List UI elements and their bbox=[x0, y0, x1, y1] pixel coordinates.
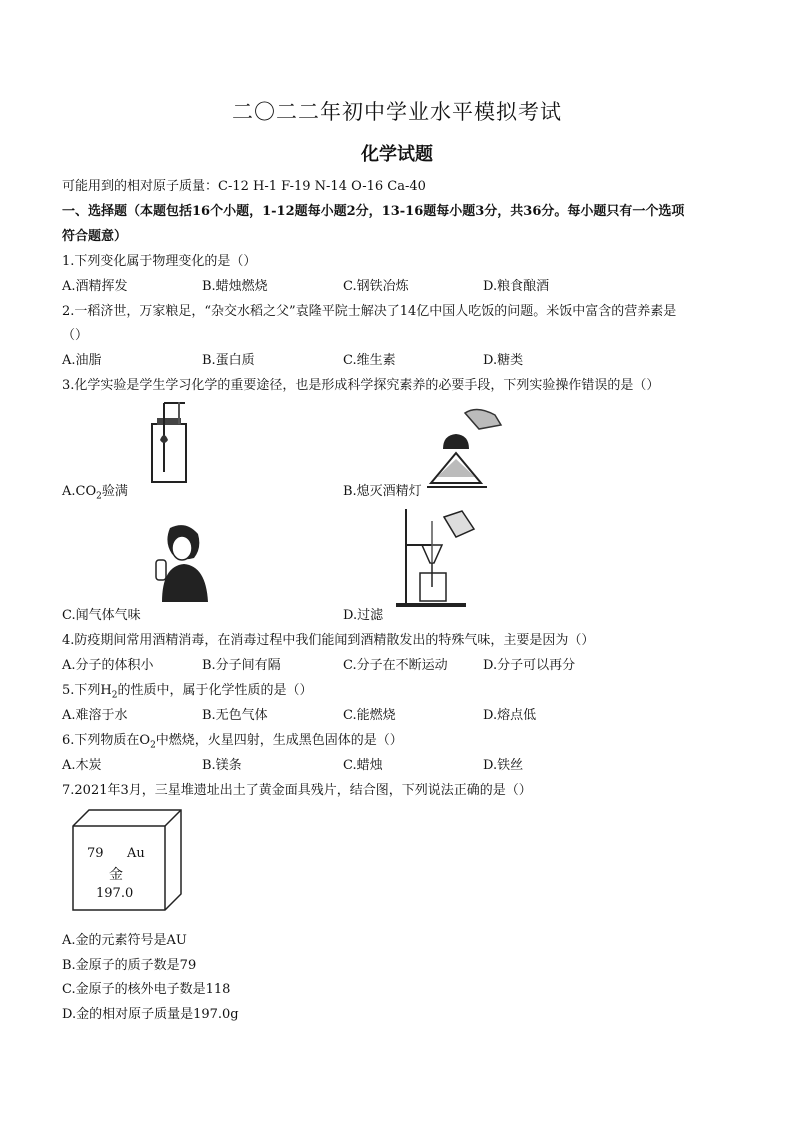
q5-option-b[interactable]: B.无色气体 bbox=[202, 708, 268, 723]
q5-stem: 5.下列$H_2$的性质中，属于化学性质的是（） bbox=[62, 683, 313, 701]
q6-option-b[interactable]: B.镁条 bbox=[202, 758, 242, 773]
atomic-number: 79 bbox=[87, 846, 104, 861]
q7-option-c[interactable]: C.金原子的核外电子数是118 bbox=[62, 982, 231, 997]
bottle-stopper bbox=[157, 418, 181, 425]
q4-stem: 4.防疫期间常用酒精消毒，在消毒过程中我们能闻到酒精散发出的特殊气味，主要是因为（） bbox=[62, 633, 595, 648]
section-heading-line1: 一、选择题（本题包括16个小题，1-12题每小题2分，13-16题每小题3分，共36分。每小题只有一个选项 bbox=[62, 204, 685, 219]
q5-option-a[interactable]: A.难溶于水 bbox=[62, 708, 128, 723]
q4-option-a[interactable]: A.分子的体积小 bbox=[62, 658, 154, 673]
person-body bbox=[162, 564, 208, 602]
gas-bottle bbox=[152, 424, 186, 482]
q3-caption-b: B.熄灭酒精灯 bbox=[343, 484, 422, 499]
q4-option-b[interactable]: B.分子间有隔 bbox=[202, 658, 281, 673]
q3-caption-d: D.过滤 bbox=[343, 608, 384, 623]
q2-option-a[interactable]: A.油脂 bbox=[62, 353, 102, 368]
exam-title: 二〇二二年初中学业水平模拟考试 bbox=[232, 100, 562, 124]
gas-bottle-small bbox=[156, 560, 166, 580]
q2-option-d[interactable]: D.糖类 bbox=[483, 353, 524, 368]
q5-option-c[interactable]: C.能燃烧 bbox=[343, 708, 396, 723]
q2-option-c[interactable]: C.维生素 bbox=[343, 353, 396, 368]
q6-option-c[interactable]: C.蜡烛 bbox=[343, 758, 383, 773]
q2-stem-line1: 2.一稻济世，万家粮足，“杂交水稻之父”袁隆平院士解决了14亿中国人吃饭的问题。米饭中富含的营养素是 bbox=[62, 304, 677, 319]
iron-stand-base bbox=[396, 603, 466, 607]
element-symbol: Au bbox=[127, 846, 145, 861]
q6-stem: 6.下列物质在$O_2$中燃烧，火星四射，生成黑色固体的是（） bbox=[62, 733, 403, 751]
q1-option-d[interactable]: D.粮食酿酒 bbox=[483, 279, 550, 294]
q5-options bbox=[62, 704, 742, 722]
q6-options bbox=[62, 754, 742, 772]
q1-options bbox=[62, 275, 742, 293]
q2-options bbox=[62, 349, 742, 367]
q1-option-b[interactable]: B.蜡烛燃烧 bbox=[202, 279, 268, 294]
lamp-cap bbox=[443, 434, 469, 449]
person-face bbox=[172, 536, 192, 560]
hand-icon bbox=[465, 409, 501, 429]
q4-option-d[interactable]: D.分子可以再分 bbox=[483, 658, 576, 673]
exam-subtitle: 化学试题 bbox=[361, 144, 433, 165]
beaker-bottom bbox=[420, 573, 446, 601]
q6-option-d[interactable]: D.铁丝 bbox=[483, 758, 524, 773]
q2-stem-line2: （） bbox=[62, 328, 89, 343]
q5-option-d[interactable]: D.熔点低 bbox=[483, 708, 537, 723]
q4-option-c[interactable]: C.分子在不断运动 bbox=[343, 658, 448, 673]
smell-gas-figure bbox=[152, 522, 212, 602]
q1-option-c[interactable]: C.钢铁冶炼 bbox=[343, 279, 409, 294]
q3-caption-c: C.闻气体气味 bbox=[62, 608, 141, 623]
atomic-masses-line: 可能用到的相对原子质量：C-12 H-1 F-19 N-14 O-16 Ca-40 bbox=[62, 179, 426, 194]
q7-stem: 7.2021年3月，三星堆遗址出土了黄金面具残片，结合图，下列说法正确的是（） bbox=[62, 783, 532, 798]
beaker-pouring bbox=[444, 511, 474, 537]
q7-option-d[interactable]: D.金的相对原子质量是197.0g bbox=[62, 1007, 239, 1022]
q3-caption-a: $A.CO_2$验满 bbox=[62, 484, 128, 502]
q1-option-a[interactable]: A.酒精挥发 bbox=[62, 279, 128, 294]
section-heading-line2: 符合题意） bbox=[62, 229, 128, 244]
flame-icon bbox=[160, 435, 168, 443]
q2-option-b[interactable]: B.蛋白质 bbox=[202, 353, 255, 368]
q7-option-b[interactable]: B.金原子的质子数是79 bbox=[62, 958, 197, 973]
q4-options bbox=[62, 654, 742, 672]
alcohol-lamp-figure bbox=[425, 405, 503, 493]
element-name: 金 bbox=[109, 867, 123, 883]
element-cube bbox=[71, 808, 183, 912]
atomic-mass: 197.0 bbox=[96, 886, 134, 901]
co2-bottle-figure bbox=[143, 400, 195, 485]
q1-stem: 1.下列变化属于物理变化的是（） bbox=[62, 254, 257, 269]
q3-stem: 3.化学实验是学生学习化学的重要途径，也是形成科学探究素养的必要手段，下列实验操作错误的是（） bbox=[62, 378, 660, 393]
q7-option-a[interactable]: A.金的元素符号是AU bbox=[62, 933, 187, 948]
q6-option-a[interactable]: A.木炭 bbox=[62, 758, 102, 773]
filtration-figure bbox=[392, 505, 482, 609]
